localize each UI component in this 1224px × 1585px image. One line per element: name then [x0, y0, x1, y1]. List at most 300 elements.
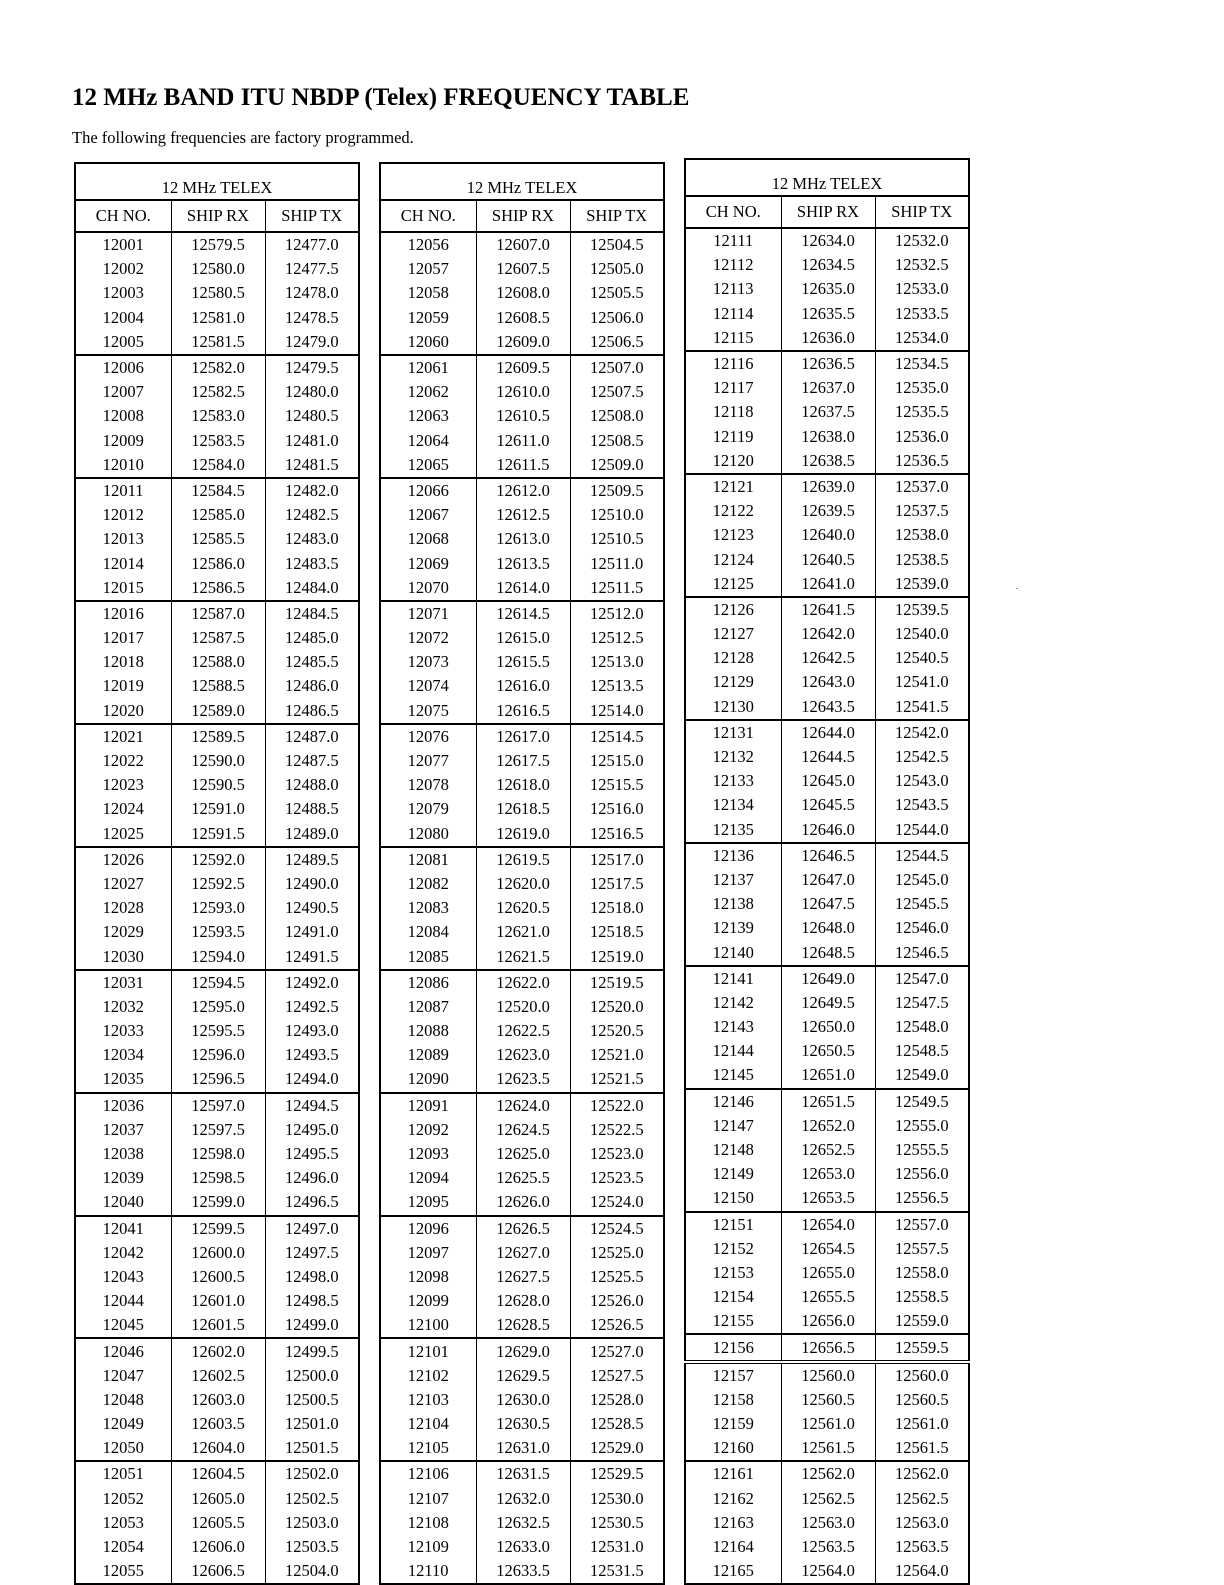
- cell-ship-tx: 12480.0: [265, 380, 359, 404]
- cell-ch-no: 12007: [75, 380, 171, 404]
- cell-ship-rx: 12597.5: [171, 1118, 265, 1142]
- cell-ch-no: 12060: [380, 330, 476, 355]
- cell-ship-tx: 12527.0: [570, 1338, 664, 1363]
- table-row: [685, 991, 969, 1015]
- cell-ship-tx: 12492.0: [265, 970, 359, 995]
- cell-ch-no: 12019: [75, 674, 171, 698]
- table-row: [380, 1364, 664, 1388]
- cell-ship-rx: 12618.0: [476, 773, 570, 797]
- table-row: [685, 646, 969, 670]
- cell-ship-rx: 12631.0: [476, 1436, 570, 1461]
- cell-ship-rx: 12603.5: [171, 1412, 265, 1436]
- cell-ship-tx: 12508.5: [570, 429, 664, 453]
- cell-ship-rx: 12638.0: [781, 425, 875, 449]
- table-row: [380, 306, 664, 330]
- cell-ship-tx: 12505.0: [570, 257, 664, 281]
- cell-ship-tx: 12544.5: [875, 843, 969, 868]
- table-row: [380, 773, 664, 797]
- cell-ship-tx: 12560.5: [875, 1388, 969, 1412]
- cell-ch-no: 12053: [75, 1511, 171, 1535]
- cell-ship-rx: 12623.5: [476, 1067, 570, 1092]
- table-row: [75, 1265, 359, 1289]
- table-row: [75, 551, 359, 575]
- cell-ship-rx: 12616.5: [476, 699, 570, 724]
- cell-ship-tx: 12549.0: [875, 1063, 969, 1088]
- cell-ship-tx: 12478.5: [265, 306, 359, 330]
- table-row: [75, 650, 359, 674]
- table-row: [380, 1487, 664, 1511]
- table-row: [685, 1461, 969, 1486]
- table-row: [380, 970, 664, 995]
- cell-ship-rx: 12581.5: [171, 330, 265, 355]
- column-header-ship-tx: SHIP TX: [570, 200, 664, 232]
- cell-ship-tx: 12542.0: [875, 720, 969, 745]
- cell-ch-no: 12082: [380, 872, 476, 896]
- cell-ship-tx: 12483.5: [265, 551, 359, 575]
- cell-ship-rx: 12617.5: [476, 749, 570, 773]
- cell-ch-no: 12002: [75, 257, 171, 281]
- cell-ch-no: 12054: [75, 1535, 171, 1559]
- cell-ch-no: 12151: [685, 1212, 781, 1237]
- cell-ch-no: 12043: [75, 1265, 171, 1289]
- cell-ship-rx: 12654.0: [781, 1212, 875, 1237]
- table-row: [75, 626, 359, 650]
- column-header-ship-tx: SHIP TX: [265, 200, 359, 232]
- table-row: [75, 1093, 359, 1118]
- cell-ch-no: 12017: [75, 626, 171, 650]
- table-row: [380, 1436, 664, 1461]
- cell-ship-tx: 12497.5: [265, 1241, 359, 1265]
- cell-ship-tx: 12514.0: [570, 699, 664, 724]
- cell-ch-no: 12032: [75, 995, 171, 1019]
- cell-ship-rx: 12598.0: [171, 1142, 265, 1166]
- table-row: [380, 380, 664, 404]
- table-row: [685, 1138, 969, 1162]
- cell-ship-tx: 12540.0: [875, 622, 969, 646]
- cell-ship-tx: 12543.0: [875, 769, 969, 793]
- cell-ch-no: 12036: [75, 1093, 171, 1118]
- cell-ch-no: 12011: [75, 478, 171, 503]
- table-row: [685, 1362, 969, 1388]
- cell-ship-rx: 12584.0: [171, 453, 265, 478]
- table-row: [380, 551, 664, 575]
- cell-ship-tx: 12517.5: [570, 872, 664, 896]
- table-row: [380, 330, 664, 355]
- cell-ch-no: 12024: [75, 797, 171, 821]
- cell-ship-rx: 12601.0: [171, 1289, 265, 1313]
- table-row: [380, 1043, 664, 1067]
- cell-ship-rx: 12653.5: [781, 1186, 875, 1211]
- cell-ship-rx: 12621.5: [476, 944, 570, 969]
- cell-ship-tx: 12532.5: [875, 253, 969, 277]
- cell-ship-rx: 12604.0: [171, 1436, 265, 1461]
- cell-ship-rx: 12616.0: [476, 674, 570, 698]
- cell-ship-tx: 12498.0: [265, 1265, 359, 1289]
- cell-ship-tx: 12491.5: [265, 944, 359, 969]
- cell-ship-rx: 12622.5: [476, 1019, 570, 1043]
- cell-ch-no: 12141: [685, 966, 781, 991]
- cell-ch-no: 12075: [380, 699, 476, 724]
- cell-ship-tx: 12527.5: [570, 1364, 664, 1388]
- cell-ch-no: 12125: [685, 572, 781, 597]
- cell-ship-rx: 12614.0: [476, 576, 570, 601]
- column-header-ship-rx: SHIP RX: [171, 200, 265, 232]
- table-row: [380, 281, 664, 305]
- cell-ship-tx: 12538.5: [875, 547, 969, 571]
- cell-ch-no: 12065: [380, 453, 476, 478]
- table-row: [75, 257, 359, 281]
- table-row: [685, 720, 969, 745]
- cell-ship-rx: 12615.0: [476, 626, 570, 650]
- cell-ship-tx: 12547.0: [875, 966, 969, 991]
- cell-ship-rx: 12640.0: [781, 523, 875, 547]
- table-row: [380, 1265, 664, 1289]
- cell-ship-tx: 12520.5: [570, 1019, 664, 1043]
- cell-ch-no: 12121: [685, 474, 781, 499]
- table-row: [380, 404, 664, 428]
- cell-ship-tx: 12562.5: [875, 1487, 969, 1511]
- cell-ship-rx: 12591.5: [171, 822, 265, 847]
- table-row: [380, 503, 664, 527]
- cell-ship-rx: 12590.5: [171, 773, 265, 797]
- cell-ship-rx: 12593.5: [171, 920, 265, 944]
- cell-ch-no: 12160: [685, 1436, 781, 1461]
- column-header-ship-rx: SHIP RX: [476, 200, 570, 232]
- table-row: [685, 1487, 969, 1511]
- cell-ship-tx: 12541.0: [875, 670, 969, 694]
- cell-ch-no: 12132: [685, 745, 781, 769]
- cell-ship-tx: 12548.0: [875, 1015, 969, 1039]
- table-row: [685, 670, 969, 694]
- table-row: [75, 355, 359, 380]
- cell-ch-no: 12068: [380, 527, 476, 551]
- table-row: [685, 1261, 969, 1285]
- cell-ship-tx: 12494.0: [265, 1067, 359, 1092]
- cell-ch-no: 12149: [685, 1162, 781, 1186]
- table-row: [75, 478, 359, 503]
- cell-ship-tx: 12504.5: [570, 232, 664, 257]
- cell-ship-rx: 12563.5: [781, 1535, 875, 1559]
- table-row: [685, 597, 969, 622]
- cell-ship-tx: 12506.0: [570, 306, 664, 330]
- table-row: [380, 601, 664, 626]
- table-row: [75, 699, 359, 724]
- cell-ch-no: 12025: [75, 822, 171, 847]
- cell-ship-rx: 12639.0: [781, 474, 875, 499]
- table-row: [75, 1142, 359, 1166]
- cell-ship-tx: 12484.0: [265, 576, 359, 601]
- cell-ch-no: 12130: [685, 695, 781, 720]
- cell-ship-rx: 12602.0: [171, 1338, 265, 1363]
- table-row: [75, 601, 359, 626]
- table-row: [380, 478, 664, 503]
- cell-ch-no: 12040: [75, 1190, 171, 1215]
- table-row: [685, 1535, 969, 1559]
- table-body: [380, 232, 664, 1584]
- cell-ship-tx: 12489.5: [265, 847, 359, 872]
- table-row: [380, 847, 664, 872]
- table-row: [75, 872, 359, 896]
- table-row: [685, 474, 969, 499]
- cell-ship-rx: 12596.0: [171, 1043, 265, 1067]
- cell-ship-rx: 12627.0: [476, 1241, 570, 1265]
- table-row: [75, 1067, 359, 1092]
- table-row: [685, 228, 969, 253]
- cell-ship-rx: 12641.0: [781, 572, 875, 597]
- cell-ch-no: 12021: [75, 724, 171, 749]
- cell-ship-rx: 12636.5: [781, 351, 875, 376]
- table-row: [380, 650, 664, 674]
- table-row: [685, 1388, 969, 1412]
- cell-ship-tx: 12521.5: [570, 1067, 664, 1092]
- cell-ship-rx: 12596.5: [171, 1067, 265, 1092]
- table-row: [685, 523, 969, 547]
- cell-ship-rx: 12620.0: [476, 872, 570, 896]
- cell-ch-no: 12063: [380, 404, 476, 428]
- table-row: [75, 920, 359, 944]
- cell-ship-rx: 12580.0: [171, 257, 265, 281]
- cell-ship-rx: 12619.5: [476, 847, 570, 872]
- table-row: [685, 326, 969, 351]
- cell-ship-tx: 12537.5: [875, 499, 969, 523]
- table-row: [685, 449, 969, 474]
- cell-ship-rx: 12609.0: [476, 330, 570, 355]
- cell-ship-tx: 12495.0: [265, 1118, 359, 1142]
- cell-ch-no: 12138: [685, 892, 781, 916]
- table-row: [75, 1461, 359, 1486]
- table-row: [685, 1212, 969, 1237]
- cell-ch-no: 12037: [75, 1118, 171, 1142]
- cell-ch-no: 12143: [685, 1015, 781, 1039]
- table-row: [380, 576, 664, 601]
- cell-ch-no: 12044: [75, 1289, 171, 1313]
- cell-ship-rx: 12560.5: [781, 1388, 875, 1412]
- cell-ship-tx: 12534.0: [875, 326, 969, 351]
- cell-ch-no: 12119: [685, 425, 781, 449]
- cell-ch-no: 12104: [380, 1412, 476, 1436]
- cell-ship-tx: 12548.5: [875, 1039, 969, 1063]
- cell-ship-rx: 12601.5: [171, 1313, 265, 1338]
- cell-ch-no: 12085: [380, 944, 476, 969]
- cell-ch-no: 12099: [380, 1289, 476, 1313]
- cell-ch-no: 12006: [75, 355, 171, 380]
- cell-ch-no: 12041: [75, 1216, 171, 1241]
- cell-ship-tx: 12511.0: [570, 551, 664, 575]
- cell-ship-rx: 12606.0: [171, 1535, 265, 1559]
- table-row: [380, 1190, 664, 1215]
- cell-ship-tx: 12563.5: [875, 1535, 969, 1559]
- cell-ship-tx: 12528.5: [570, 1412, 664, 1436]
- cell-ch-no: 12092: [380, 1118, 476, 1142]
- cell-ch-no: 12049: [75, 1412, 171, 1436]
- table-row: [75, 1559, 359, 1584]
- cell-ship-rx: 12520.0: [476, 995, 570, 1019]
- cell-ship-rx: 12645.0: [781, 769, 875, 793]
- table-row: [685, 818, 969, 843]
- cell-ship-tx: 12525.5: [570, 1265, 664, 1289]
- cell-ch-no: 12116: [685, 351, 781, 376]
- cell-ch-no: 12072: [380, 626, 476, 650]
- cell-ship-rx: 12632.5: [476, 1511, 570, 1535]
- cell-ship-rx: 12639.5: [781, 499, 875, 523]
- cell-ship-tx: 12501.5: [265, 1436, 359, 1461]
- cell-ch-no: 12148: [685, 1138, 781, 1162]
- cell-ship-tx: 12478.0: [265, 281, 359, 305]
- cell-ch-no: 12013: [75, 527, 171, 551]
- cell-ship-tx: 12513.0: [570, 650, 664, 674]
- cell-ch-no: 12030: [75, 944, 171, 969]
- table-row: [75, 797, 359, 821]
- table-row: [685, 277, 969, 301]
- table-row: [75, 232, 359, 257]
- cell-ch-no: 12005: [75, 330, 171, 355]
- table-row: [685, 966, 969, 991]
- cell-ship-tx: 12536.5: [875, 449, 969, 474]
- cell-ship-tx: 12530.0: [570, 1487, 664, 1511]
- cell-ship-rx: 12583.0: [171, 404, 265, 428]
- cell-ch-no: 12120: [685, 449, 781, 474]
- column-header-ch-no: CH NO.: [75, 200, 171, 232]
- cell-ship-rx: 12561.5: [781, 1436, 875, 1461]
- table-row: [75, 576, 359, 601]
- table-row: [380, 1511, 664, 1535]
- cell-ship-rx: 12609.5: [476, 355, 570, 380]
- cell-ch-no: 12080: [380, 822, 476, 847]
- cell-ch-no: 12052: [75, 1487, 171, 1511]
- cell-ship-rx: 12605.5: [171, 1511, 265, 1535]
- scan-speck: [1016, 588, 1018, 589]
- table-row: [380, 749, 664, 773]
- cell-ship-tx: 12497.0: [265, 1216, 359, 1241]
- cell-ship-rx: 12607.5: [476, 257, 570, 281]
- table-row: [75, 1019, 359, 1043]
- table-row: [380, 1338, 664, 1363]
- table-row: [685, 892, 969, 916]
- table-row: [380, 1216, 664, 1241]
- cell-ship-tx: 12528.0: [570, 1388, 664, 1412]
- cell-ship-tx: 12502.0: [265, 1461, 359, 1486]
- column-header-ship-rx: SHIP RX: [781, 196, 875, 228]
- cell-ship-rx: 12648.0: [781, 916, 875, 940]
- cell-ch-no: 12059: [380, 306, 476, 330]
- cell-ship-tx: 12500.5: [265, 1388, 359, 1412]
- cell-ship-tx: 12481.0: [265, 429, 359, 453]
- cell-ship-rx: 12654.5: [781, 1237, 875, 1261]
- cell-ch-no: 12057: [380, 257, 476, 281]
- cell-ship-rx: 12584.5: [171, 478, 265, 503]
- cell-ship-rx: 12631.5: [476, 1461, 570, 1486]
- cell-ship-rx: 12614.5: [476, 601, 570, 626]
- cell-ch-no: 12001: [75, 232, 171, 257]
- cell-ch-no: 12033: [75, 1019, 171, 1043]
- table-row: [685, 1015, 969, 1039]
- table-row: [380, 1142, 664, 1166]
- table-row: [685, 745, 969, 769]
- table-row: [380, 429, 664, 453]
- cell-ch-no: 12093: [380, 1142, 476, 1166]
- table-row: [75, 995, 359, 1019]
- table-row: [685, 1114, 969, 1138]
- cell-ship-tx: 12503.5: [265, 1535, 359, 1559]
- cell-ch-no: 12107: [380, 1487, 476, 1511]
- cell-ship-rx: 12626.5: [476, 1216, 570, 1241]
- cell-ch-no: 12051: [75, 1461, 171, 1486]
- cell-ship-tx: 12555.0: [875, 1114, 969, 1138]
- cell-ch-no: 12114: [685, 302, 781, 326]
- cell-ship-tx: 12561.0: [875, 1412, 969, 1436]
- cell-ch-no: 12071: [380, 601, 476, 626]
- cell-ship-tx: 12559.5: [875, 1334, 969, 1361]
- cell-ship-rx: 12650.5: [781, 1039, 875, 1063]
- table-row: [75, 404, 359, 428]
- cell-ship-tx: 12509.5: [570, 478, 664, 503]
- cell-ship-rx: 12586.0: [171, 551, 265, 575]
- table-row: [75, 896, 359, 920]
- table-row: [75, 527, 359, 551]
- cell-ship-tx: 12536.0: [875, 425, 969, 449]
- cell-ship-tx: 12538.0: [875, 523, 969, 547]
- cell-ship-tx: 12541.5: [875, 695, 969, 720]
- cell-ship-rx: 12592.0: [171, 847, 265, 872]
- cell-ship-rx: 12626.0: [476, 1190, 570, 1215]
- cell-ship-tx: 12547.5: [875, 991, 969, 1015]
- cell-ship-rx: 12582.5: [171, 380, 265, 404]
- cell-ship-tx: 12517.0: [570, 847, 664, 872]
- cell-ch-no: 12035: [75, 1067, 171, 1092]
- cell-ship-rx: 12602.5: [171, 1364, 265, 1388]
- cell-ship-tx: 12503.0: [265, 1511, 359, 1535]
- table-row: [75, 453, 359, 478]
- cell-ch-no: 12038: [75, 1142, 171, 1166]
- cell-ship-tx: 12518.5: [570, 920, 664, 944]
- table-row: [685, 351, 969, 376]
- cell-ship-rx: 12605.0: [171, 1487, 265, 1511]
- cell-ch-no: 12015: [75, 576, 171, 601]
- cell-ship-rx: 12651.5: [781, 1089, 875, 1114]
- cell-ship-tx: 12556.5: [875, 1186, 969, 1211]
- cell-ship-tx: 12480.5: [265, 404, 359, 428]
- cell-ship-tx: 12545.5: [875, 892, 969, 916]
- cell-ship-rx: 12595.0: [171, 995, 265, 1019]
- cell-ship-tx: 12519.5: [570, 970, 664, 995]
- cell-ch-no: 12090: [380, 1067, 476, 1092]
- cell-ship-tx: 12496.0: [265, 1166, 359, 1190]
- cell-ship-tx: 12510.5: [570, 527, 664, 551]
- cell-ch-no: 12131: [685, 720, 781, 745]
- cell-ch-no: 12156: [685, 1334, 781, 1361]
- table-row: [685, 1412, 969, 1436]
- cell-ship-rx: 12646.0: [781, 818, 875, 843]
- cell-ship-tx: 12482.0: [265, 478, 359, 503]
- cell-ship-tx: 12505.5: [570, 281, 664, 305]
- cell-ch-no: 12157: [685, 1362, 781, 1388]
- table-row: [380, 674, 664, 698]
- table-row: [75, 1487, 359, 1511]
- cell-ship-tx: 12564.0: [875, 1559, 969, 1584]
- cell-ch-no: 12079: [380, 797, 476, 821]
- table-row: [380, 257, 664, 281]
- table-group-title: 12 MHz TELEX: [685, 159, 969, 196]
- table-row: [75, 1118, 359, 1142]
- cell-ship-rx: 12647.5: [781, 892, 875, 916]
- cell-ship-tx: 12526.0: [570, 1289, 664, 1313]
- cell-ship-rx: 12619.0: [476, 822, 570, 847]
- cell-ch-no: 12034: [75, 1043, 171, 1067]
- cell-ship-tx: 12501.0: [265, 1412, 359, 1436]
- cell-ch-no: 12003: [75, 281, 171, 305]
- table-row: [380, 1166, 664, 1190]
- cell-ship-rx: 12656.5: [781, 1334, 875, 1361]
